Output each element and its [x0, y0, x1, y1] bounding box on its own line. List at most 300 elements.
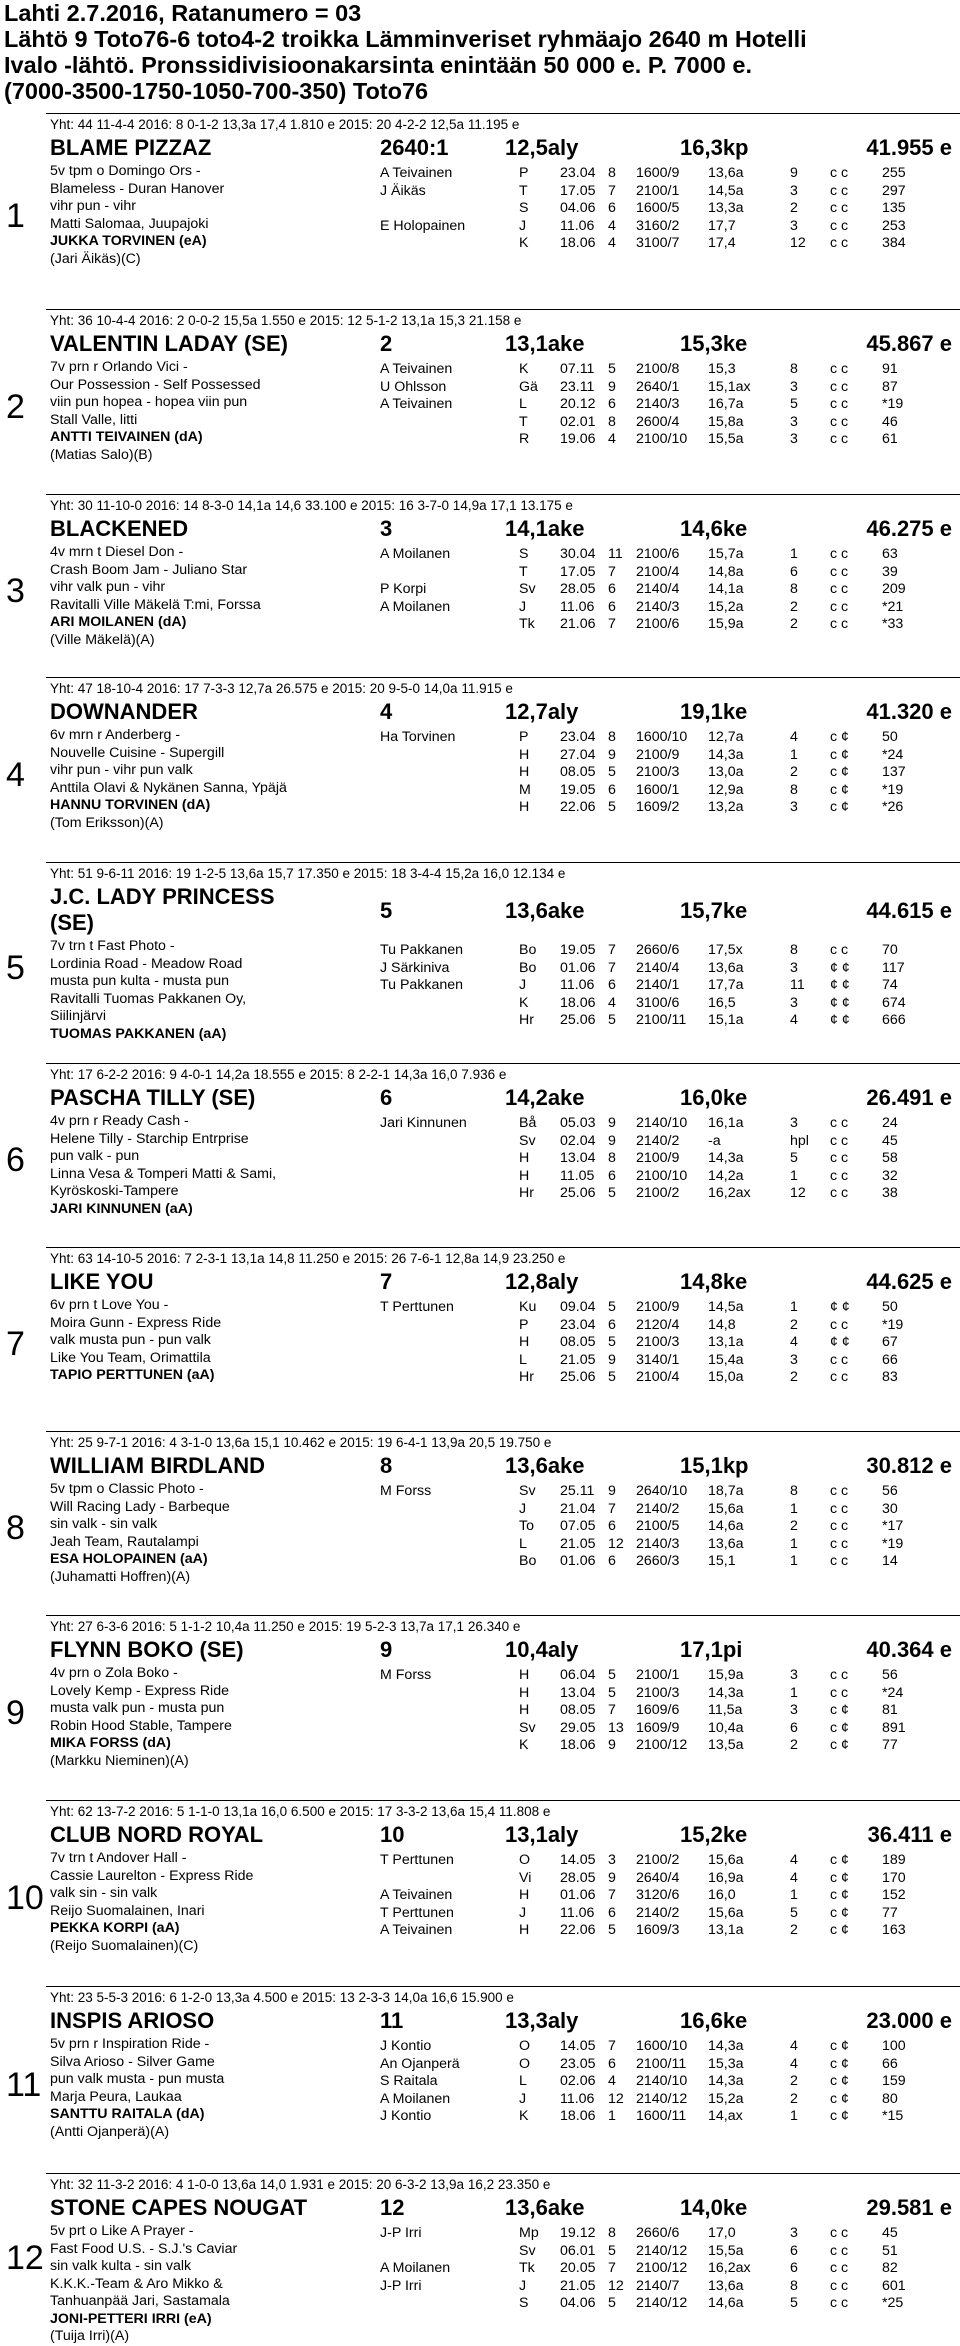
horse-info-line: (Tom Eriksson)(A) [50, 814, 164, 831]
start-km-time: 18,7a [708, 1483, 744, 1499]
career-stats: Yht: 47 18-10-4 2016: 17 7-3-3 12,7a 26.575 e 2015: 20 9-5-0 14,0a 11.915 e [50, 681, 513, 696]
start-track: L [519, 1351, 527, 1368]
start-row [0, 165, 960, 183]
career-stats: Yht: 44 11-4-4 2016: 8 0-1-2 13,3a 17,4 1.810 e 2015: 20 4-2-2 12,5a 11.195 e [50, 117, 520, 132]
record-volt: 19,1ke [680, 699, 748, 724]
race-title-line: Lähtö 9 Toto76-6 toto4-2 troikka Lämminveriset ryhmäajo 2640 m Hotelli [4, 26, 807, 52]
start-date: 25.06 [560, 1185, 596, 1201]
start-date: 11.06 [560, 217, 595, 234]
start-driver: Tu Pakkanen [380, 942, 464, 958]
start-date: 23.04 [560, 165, 596, 181]
record-volt: 17,1pi [680, 1637, 743, 1662]
start-distance: 2640/1 [636, 378, 680, 395]
start-odds: 70 [882, 942, 898, 958]
start-odds: 255 [882, 165, 906, 181]
start-odds: 297 [882, 182, 906, 199]
start-distance: 2100/11 [636, 2055, 687, 2072]
start-km-time: 15,7a [708, 546, 744, 562]
total-earnings: 36.411 e [867, 1822, 952, 1847]
start-distance: 2660/6 [636, 2225, 680, 2241]
start-km-time: 13,6a [708, 2277, 744, 2294]
start-shoes: c c [830, 1518, 849, 1534]
start-date: 23.11 [560, 378, 595, 395]
start-date: 02.04 [560, 1132, 596, 1149]
horse-info-line: PEKKA KORPI (aA) [50, 1920, 180, 1936]
start-placing: 1 [790, 1167, 798, 1184]
start-km-time: 15,5a [708, 2242, 744, 2259]
start-shoes: c c [830, 942, 849, 958]
start-distance: 2100/5 [636, 1518, 680, 1534]
start-race-number: 4 [608, 2073, 616, 2089]
horse-info-line: (Ville Mäkelä)(A) [50, 631, 155, 648]
start-date: 11.06 [560, 1904, 595, 1921]
start-date: 17.05 [560, 563, 596, 580]
start-row [0, 1553, 960, 1571]
start-distance: 2140/7 [636, 2277, 680, 2294]
start-placing: 3 [790, 959, 798, 976]
start-date: 20.05 [560, 2260, 596, 2276]
start-shoes: c c [830, 598, 849, 615]
horse-info-line: Anttila Olavi & Nykänen Sanna, Ypäjä [50, 779, 287, 796]
race-title-line: Ivalo -lähtö. Pronssidivisioonakarsinta enintään 50 000 e. P. 7000 e. [4, 52, 752, 78]
start-odds: 66 [882, 1351, 898, 1368]
record-auto: 12,8aly [505, 1269, 579, 1294]
start-race-number: 9 [608, 1869, 616, 1886]
start-row [0, 1867, 960, 1888]
horse-entry [0, 2173, 960, 2344]
horse-info-line: Will Racing Lady - Barbeque [50, 1498, 230, 1515]
recent-starts [0, 942, 960, 1030]
start-track: M [519, 781, 531, 798]
start-race-number: 5 [608, 1334, 616, 1350]
start-km-time: 16,9a [708, 1869, 744, 1886]
start-date: 18.06 [560, 235, 596, 251]
start-track: Tk [519, 2260, 535, 2276]
start-shoes: c c [830, 581, 849, 597]
start-odds: 674 [882, 994, 906, 1011]
start-distance: 1609/2 [636, 799, 680, 815]
start-km-time: 15,6a [708, 1904, 744, 1921]
start-row [0, 2240, 960, 2261]
start-track: H [519, 1922, 530, 1938]
horse-info-line: valk musta pun - pun valk [50, 1332, 211, 1348]
record-auto: 13,6ake [505, 1453, 585, 1478]
start-race-number: 7 [608, 563, 616, 580]
start-km-time: 14,3a [708, 746, 744, 763]
start-placing: 1 [790, 746, 798, 763]
start-date: 19.05 [560, 942, 596, 958]
start-placing: 8 [790, 1483, 798, 1499]
start-distance: 2100/9 [636, 1299, 680, 1315]
horse-info-line: Lordinia Road - Meadow Road [50, 955, 243, 972]
start-placing: 8 [790, 2277, 798, 2294]
start-date: 11.06 [560, 598, 595, 615]
start-track: Hr [519, 1012, 534, 1028]
total-earnings: 30.812 e [866, 1453, 952, 1478]
horse-info-line: TUOMAS PAKKANEN (aA) [50, 1025, 227, 1042]
horse-info-line: ESA HOLOPAINEN (aA) [50, 1551, 208, 1567]
start-distance: 2100/4 [636, 1369, 680, 1385]
start-track: J [519, 2277, 527, 2294]
start-km-time: 17,7 [708, 217, 736, 234]
start-odds: 67 [882, 1334, 898, 1350]
start-distance: 2140/4 [636, 581, 680, 597]
horse-entry [0, 1247, 960, 1431]
start-driver: A Moilanen [380, 546, 451, 562]
start-row [0, 942, 960, 960]
start-distance: 2100/4 [636, 563, 680, 580]
start-row [0, 1314, 960, 1335]
horse-info-line: Blameless - Duran Hanover [50, 180, 225, 197]
start-distance: 2100/10 [636, 1167, 688, 1184]
post-position: 8 [380, 1453, 393, 1478]
start-odds: 39 [882, 563, 898, 580]
start-date: 07.11 [560, 361, 595, 377]
start-shoes: ¢ ¢ [830, 977, 850, 993]
start-track: H [519, 1702, 530, 1718]
start-race-number: 9 [608, 1737, 616, 1753]
start-row [0, 1887, 960, 1905]
horse-info-line: 5v tpm o Domingo Ors - [50, 163, 201, 179]
horse-info-line: vihr valk pun - vihr [50, 579, 166, 595]
start-track: H [519, 746, 530, 763]
start-race-number: 9 [608, 1115, 616, 1131]
start-odds: *19 [882, 396, 904, 412]
start-date: 13.04 [560, 1150, 596, 1166]
start-row [0, 729, 960, 747]
start-odds: 45 [882, 1132, 898, 1149]
start-odds: 135 [882, 200, 906, 216]
start-date: 11.05 [560, 1167, 595, 1184]
start-date: 02.06 [560, 2073, 596, 2089]
start-distance: 1600/11 [636, 2108, 687, 2124]
start-km-time: 14,3a [708, 2073, 744, 2089]
race-title [0, 0, 960, 104]
start-placing: 1 [790, 1553, 798, 1569]
start-number: 6 [6, 1141, 25, 1179]
horse-info-line: K.K.K.-Team & Aro Mikko & [50, 2275, 223, 2292]
start-row [0, 546, 960, 564]
start-date: 23.04 [560, 729, 596, 745]
start-date: 23.05 [560, 2055, 596, 2072]
start-race-number: 5 [608, 2242, 616, 2259]
horse-info-line: (Juhamatti Hoffren)(A) [50, 1568, 191, 1585]
start-km-time: 15,1 [708, 1553, 736, 1569]
start-race-number: 6 [608, 2055, 616, 2072]
start-odds: *26 [882, 799, 904, 815]
start-km-time: 12,9a [708, 781, 744, 798]
start-date: 08.05 [560, 1702, 596, 1718]
total-earnings: 40.364 e [866, 1637, 952, 1662]
start-distance: 2100/12 [636, 2260, 688, 2276]
start-race-number: 8 [608, 165, 616, 181]
entry-separator [46, 309, 960, 310]
record-auto: 14,1ake [505, 516, 585, 541]
start-track: P [519, 729, 529, 745]
horse-info-line: musta pun kulta - musta pun [50, 973, 230, 989]
start-distance: 2140/2 [636, 1904, 680, 1921]
start-odds: *25 [882, 2295, 904, 2311]
record-auto: 13,1aly [505, 1822, 579, 1847]
start-row [0, 235, 960, 253]
start-track: Mp [519, 2225, 539, 2241]
start-placing: 8 [790, 581, 798, 597]
start-row [0, 180, 960, 201]
start-row [0, 200, 960, 218]
start-distance: 2140/2 [636, 1132, 680, 1149]
start-odds: 24 [882, 1115, 898, 1131]
start-placing: 2 [790, 1737, 798, 1753]
career-stats: Yht: 30 11-10-0 2016: 14 8-3-0 14,1a 14,6 33.100 e 2015: 16 3-7-0 14,9a 17,1 13.175 e [50, 498, 573, 513]
start-race-number: 5 [608, 1922, 616, 1938]
start-number: 8 [6, 1509, 25, 1547]
start-date: 11.06 [560, 977, 595, 993]
start-date: 22.06 [560, 1922, 596, 1938]
start-number: 3 [6, 572, 25, 610]
horse-name: INSPIS ARIOSO [50, 2008, 215, 2033]
start-date: 19.06 [560, 431, 596, 447]
start-date: 11.06 [560, 2090, 595, 2107]
start-row [0, 361, 960, 379]
horse-name: PASCHA TILLY (SE) [50, 1085, 256, 1110]
start-distance: 2140/4 [636, 959, 680, 976]
start-km-time: 15,0a [708, 1369, 744, 1385]
start-distance: 2120/4 [636, 1316, 680, 1333]
start-odds: *33 [882, 616, 904, 632]
start-race-number: 5 [608, 1667, 616, 1683]
start-driver: E Holopainen [380, 217, 466, 234]
start-distance: 3160/2 [636, 217, 680, 234]
start-distance: 2100/9 [636, 1150, 680, 1166]
horse-info-line: Siilinjärvi [50, 1008, 106, 1024]
start-race-number: 12 [608, 2277, 624, 2294]
start-date: 21.06 [560, 616, 596, 632]
start-date: 20.12 [560, 396, 596, 412]
start-km-time: 16,2ax [708, 1185, 751, 1201]
start-driver: Ha Torvinen [380, 729, 456, 745]
start-distance: 3120/6 [636, 1887, 680, 1903]
start-track: Bå [519, 1115, 537, 1131]
start-number: 4 [6, 756, 25, 794]
horse-info-line: JARI KINNUNEN (aA) [50, 1200, 193, 1217]
start-distance: 2100/10 [636, 431, 688, 447]
start-odds: 83 [882, 1369, 898, 1385]
horse-info-line: (Markku Nieminen)(A) [50, 1752, 189, 1769]
start-odds: 51 [882, 2242, 898, 2259]
start-track: O [519, 2055, 531, 2072]
start-placing: 2 [790, 200, 798, 216]
start-shoes: c c [830, 361, 849, 377]
start-date: 07.05 [560, 1518, 596, 1534]
start-distance: 2100/1 [636, 182, 680, 199]
start-odds: 14 [882, 1553, 898, 1569]
start-odds: 666 [882, 1012, 906, 1028]
post-position: 2640:1 [380, 135, 449, 160]
start-race-number: 6 [608, 977, 616, 993]
start-row [0, 2260, 960, 2278]
start-row [0, 1334, 960, 1352]
horse-info-line: Silva Arioso - Silver Game [50, 2053, 215, 2070]
total-earnings: 46.275 e [866, 516, 952, 541]
start-date: 25.11 [560, 1483, 595, 1499]
start-race-number: 9 [608, 1351, 616, 1368]
start-km-time: 14,5a [708, 1299, 744, 1315]
horse-info-line: Reijo Suomalainen, Inari [50, 1902, 205, 1919]
start-distance: 2140/2 [636, 1500, 680, 1517]
entry-separator [46, 862, 960, 863]
start-shoes: c c [830, 2260, 849, 2276]
start-row [0, 581, 960, 599]
start-shoes: c c [830, 2277, 849, 2294]
horse-info-line: MIKA FORSS (dA) [50, 1735, 171, 1751]
start-date: 18.06 [560, 994, 596, 1011]
start-shoes: c c [830, 563, 849, 580]
start-odds: *19 [882, 781, 904, 798]
career-stats: Yht: 62 13-7-2 2016: 5 1-1-0 13,1a 16,0 6.500 e 2015: 17 3-3-2 13,6a 15,4 11.808 e [50, 1804, 551, 1819]
start-shoes: c c [830, 1684, 849, 1701]
start-distance: 3100/7 [636, 235, 680, 251]
start-row [0, 1012, 960, 1030]
start-distance: 2100/3 [636, 1334, 680, 1350]
horse-entry [0, 1800, 960, 1986]
career-stats: Yht: 32 11-3-2 2016: 4 1-0-0 13,6a 14,0 1.931 e 2015: 20 6-3-2 13,9a 16,2 23.350 e [50, 2177, 551, 2192]
start-driver: A Moilanen [380, 598, 451, 615]
start-odds: 253 [882, 217, 906, 234]
start-number: 1 [6, 197, 25, 235]
start-track: H [519, 1334, 530, 1350]
horse-info-line: vihr pun - vihr [50, 198, 136, 214]
start-date: 06.04 [560, 1667, 596, 1683]
start-shoes: c c [830, 1115, 849, 1131]
start-row [0, 411, 960, 432]
start-shoes: c c [830, 182, 849, 199]
start-distance: 2100/6 [636, 616, 680, 632]
start-km-time: 15,4a [708, 1351, 744, 1368]
start-odds: 50 [882, 729, 898, 745]
start-km-time: 15,8a [708, 413, 744, 430]
start-km-time: 15,2a [708, 598, 744, 615]
start-km-time: 15,1ax [708, 378, 751, 395]
start-shoes: c c [830, 1500, 849, 1517]
start-odds: 32 [882, 1167, 898, 1184]
horse-info-line: pun valk musta - pun musta [50, 2071, 225, 2087]
recent-starts [0, 1483, 960, 1571]
start-distance: 2140/12 [636, 2295, 688, 2311]
start-track: Hr [519, 1369, 534, 1385]
start-odds: 209 [882, 581, 906, 597]
post-position: 12 [380, 2195, 405, 2220]
start-track: H [519, 799, 530, 815]
start-km-time: 13,3a [708, 200, 744, 216]
start-shoes: c c [830, 1483, 849, 1499]
start-row [0, 2108, 960, 2126]
post-position: 9 [380, 1637, 393, 1662]
start-shoes: c c [830, 616, 849, 632]
start-shoes: c c [830, 2225, 849, 2241]
start-row [0, 1150, 960, 1168]
start-placing: 3 [790, 217, 798, 234]
start-km-time: 14,1a [708, 581, 744, 597]
start-driver: J Särkiniva [380, 959, 450, 976]
career-stats: Yht: 27 6-3-6 2016: 5 1-1-2 10,4a 11.250 e 2015: 19 5-2-3 13,7a 17,1 26.340 e [50, 1619, 521, 1634]
horse-info-line: 5v tpm o Classic Photo - [50, 1481, 204, 1497]
record-auto: 12,7aly [505, 699, 579, 724]
start-shoes: c c [830, 1167, 849, 1184]
start-race-number: 5 [608, 1012, 616, 1028]
start-placing: 6 [790, 2242, 798, 2259]
start-placing: 12 [790, 235, 806, 251]
start-date: 28.05 [560, 1869, 596, 1886]
horse-info-line: Ravitalli Ville Mäkelä T:mi, Forssa [50, 596, 261, 613]
total-earnings: 45.867 e [866, 331, 952, 356]
start-placing: 2 [790, 1922, 798, 1938]
record-volt: 16,6ke [680, 2008, 748, 2033]
start-placing: 3 [790, 2225, 798, 2241]
horse-name: FLYNN BOKO (SE) [50, 1637, 244, 1662]
start-shoes: ¢ ¢ [830, 1334, 850, 1350]
start-race-number: 6 [608, 200, 616, 216]
start-km-time: 17,7a [708, 977, 744, 993]
start-race-number: 6 [608, 1553, 616, 1569]
post-position: 7 [380, 1269, 393, 1294]
start-km-time: 15,9a [708, 616, 744, 632]
record-auto: 13,6ake [505, 2195, 585, 2220]
horse-info-line: TAPIO PERTTUNEN (aA) [50, 1367, 215, 1383]
start-placing: 1 [790, 1500, 798, 1517]
start-odds: *24 [882, 746, 904, 763]
start-distance: 2140/10 [636, 1115, 688, 1131]
start-shoes: c ¢ [830, 1869, 849, 1886]
start-race-number: 5 [608, 1369, 616, 1385]
start-placing: 5 [790, 2295, 798, 2311]
start-race-number: 7 [608, 959, 616, 976]
horse-info-line: Helene Tilly - Starchip Entrprise [50, 1130, 249, 1147]
start-odds: 384 [882, 235, 906, 251]
horse-info-line: SANTTU RAITALA (dA) [50, 2106, 205, 2122]
horse-info-line: Robin Hood Stable, Tampere [50, 1717, 232, 1734]
total-earnings: 41.320 e [866, 699, 952, 724]
start-row [0, 1185, 960, 1203]
start-placing: 4 [790, 2038, 798, 2054]
start-shoes: c c [830, 1150, 849, 1166]
start-row [0, 744, 960, 765]
start-placing: 2 [790, 1369, 798, 1385]
start-driver: M Forss [380, 1483, 432, 1499]
start-race-number: 5 [608, 361, 616, 377]
start-placing: 4 [790, 2055, 798, 2072]
start-km-time: 14,6a [708, 1518, 744, 1534]
start-shoes: c ¢ [830, 1904, 849, 1921]
horse-info-line: 7v prn r Orlando Vici - [50, 359, 188, 375]
record-volt: 16,0ke [680, 1085, 748, 1110]
start-driver: U Ohlsson [380, 378, 447, 395]
start-shoes: c c [830, 217, 849, 234]
horse-entry [0, 1615, 960, 1800]
start-number: 2 [6, 388, 25, 426]
horse-name: VALENTIN LADAY (SE) [50, 331, 288, 356]
start-placing: 3 [790, 378, 798, 395]
total-earnings: 26.491 e [866, 1085, 952, 1110]
start-placing: 2 [790, 1518, 798, 1534]
start-odds: 50 [882, 1299, 898, 1315]
start-shoes: c ¢ [830, 2073, 849, 2089]
record-volt: 15,3ke [680, 331, 748, 356]
start-date: 02.01 [560, 413, 596, 430]
career-stats: Yht: 63 14-10-5 2016: 7 2-3-1 13,1a 14,8 11.250 e 2015: 26 7-6-1 12,8a 14,9 23.250 e [50, 1251, 566, 1266]
start-km-time: 14,3a [708, 1150, 744, 1166]
start-race-number: 12 [608, 1535, 624, 1552]
start-race-number: 12 [608, 2090, 624, 2107]
